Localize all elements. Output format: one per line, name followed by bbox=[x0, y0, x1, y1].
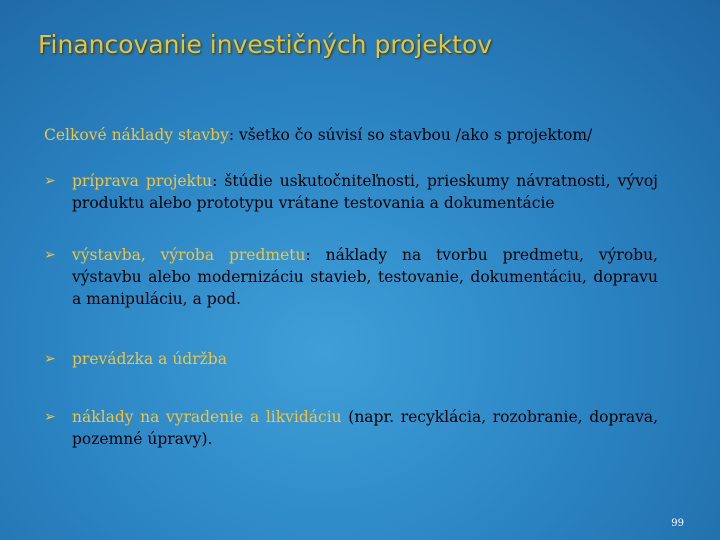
slide-title: Financovanie investičných projektov bbox=[38, 30, 493, 59]
arrow-right-icon: ➢ bbox=[44, 173, 56, 189]
arrow-right-icon: ➢ bbox=[44, 409, 56, 425]
intro-paragraph bbox=[44, 124, 658, 146]
arrow-right-icon: ➢ bbox=[44, 247, 56, 263]
bullet-item-construction bbox=[44, 244, 658, 310]
bullet-text: : náklady na tvorbu predmetu, výrobu, výstavbu alebo modernizáciu stavieb, testovanie, dokumentáciu, dopravu a manipuláciu, a pod. bbox=[72, 246, 658, 308]
bullet-term: náklady na vyradenie a likvidáciu bbox=[72, 408, 342, 426]
bullet-text: : štúdie uskutočniteľnosti, prieskumy návratnosti, vývoj produktu alebo prototypu vrátane testovania a dokumentácie bbox=[72, 172, 658, 212]
bullet-term: výstavba, výroba predmetu bbox=[72, 246, 306, 264]
slide-content bbox=[44, 124, 658, 450]
intro-text: : všetko čo súvisí so stavbou /ako s projektom/ bbox=[228, 126, 593, 144]
intro-term: Celkové náklady stavby bbox=[44, 126, 229, 144]
arrow-right-icon: ➢ bbox=[44, 351, 56, 367]
bullet-item-operation bbox=[44, 348, 658, 370]
bullet-text: (napr. recyklácia, rozobranie, doprava, pozemné úpravy). bbox=[72, 408, 658, 448]
bullet-item-disposal bbox=[44, 406, 658, 450]
bullet-term: príprava projektu bbox=[72, 172, 213, 190]
page-number: 99 bbox=[671, 518, 684, 529]
bullet-term: prevádzka a údržba bbox=[72, 350, 227, 368]
bullet-item-preparation bbox=[44, 170, 658, 214]
